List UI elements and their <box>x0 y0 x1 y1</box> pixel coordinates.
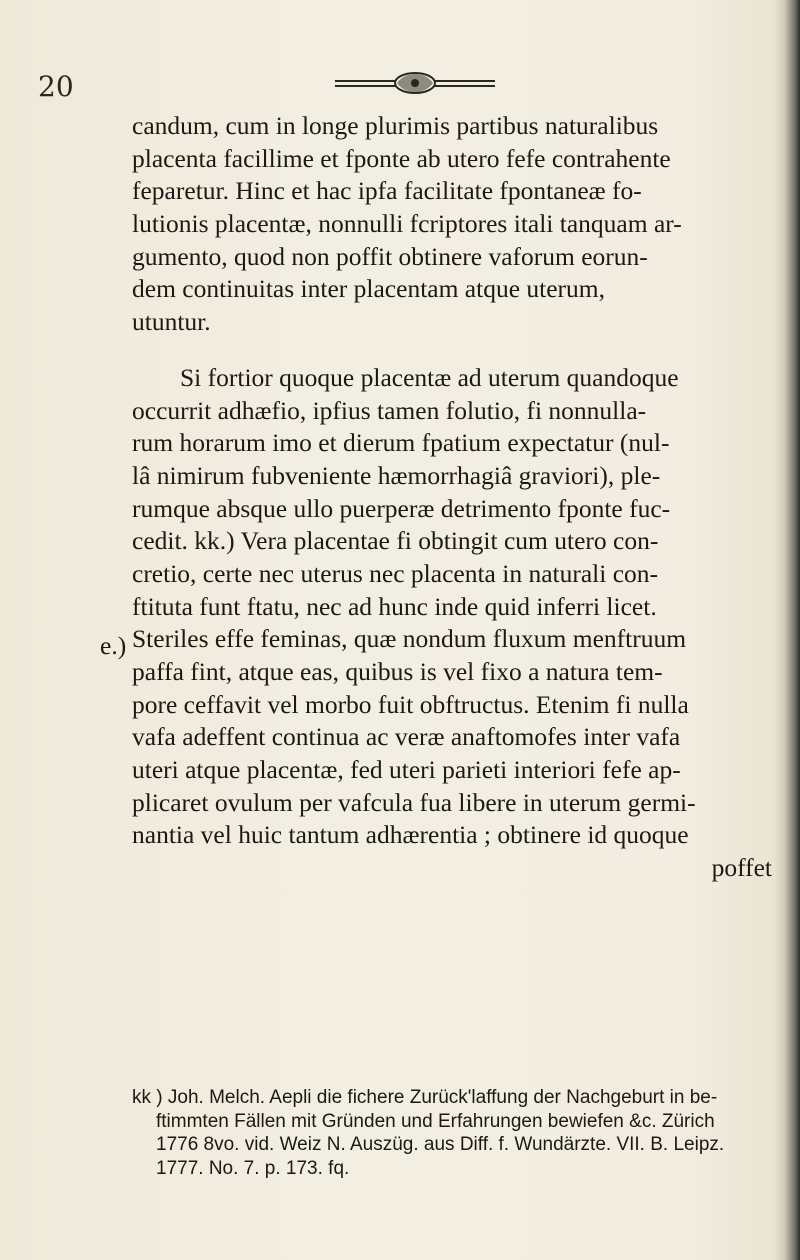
paragraph-2 <box>132 362 772 624</box>
text-line: utuntur. <box>132 307 211 337</box>
footnote-line: kk ) Joh. Melch. Aepli die fichere Zurück'laffung der Nachgeburt in be- <box>132 1087 718 1108</box>
text-line: rum horarum imo et dierum fpatium expectatur (nul- <box>132 428 670 458</box>
text-line: ftituta funt ftatu, nec ad hunc inde quid inferri licet. <box>132 591 657 621</box>
text-line: lâ nimirum fubveniente hæmorrhagiâ graviori), ple- <box>132 460 661 490</box>
text-line: lutionis placentæ, nonnulli fcriptores itali tanquam ar- <box>132 209 682 239</box>
text-line: gumento, quod non poffit obtinere vaforum eorun- <box>132 241 648 271</box>
text-line: feparetur. Hinc et hac ipfa facilitate fpontaneæ fo- <box>132 176 642 206</box>
footnote <box>132 1086 772 1180</box>
text-line: vafa adeffent continua ac veræ anaftomofes inter vafa <box>132 722 681 752</box>
text-line: placenta facillime et fponte ab utero fefe contrahente <box>132 143 671 173</box>
text-line: Si fortior quoque placentæ ad uterum quandoque <box>180 362 679 392</box>
main-text <box>132 110 772 885</box>
text-line: paffa fint, atque eas, quibus is vel fixo a natura tem- <box>132 657 663 686</box>
footnote-line: ftimmten Fällen mit Gründen und Erfahrungen bewiefen &c. Zürich <box>156 1110 715 1132</box>
text-line: Steriles effe feminas, quæ nondum fluxum menftruum <box>132 624 687 654</box>
section-label: e.) <box>100 631 127 660</box>
text-line: nantia vel huic tantum adhærentia ; obtinere id quoque <box>132 820 689 850</box>
footnote-line: 1777. No. 7. p. 173. fq. <box>156 1157 350 1179</box>
text-line: cedit. kk.) Vera placentae fi obtingit cum utero con- <box>132 526 659 556</box>
text-line: occurrit adhæfio, ipfius tamen folutio, fi nonnulla- <box>132 395 647 425</box>
text-line: plicaret ovulum per vafcula fua libere in uterum germi- <box>132 787 696 817</box>
text-line: uteri atque placentæ, fed uteri parieti interiori fefe ap- <box>132 755 681 785</box>
text-line: candum, cum in longe plurimis partibus naturalibus <box>132 111 659 140</box>
text-line: dem continuitas inter placentam atque uterum, <box>132 274 606 304</box>
ornament-headpiece <box>335 68 495 98</box>
text-line: rumque absque ullo puerperæ detrimento fponte fuc- <box>132 493 671 523</box>
text-line: pore ceffavit vel morbo fuit obftructus. Etenim fi nulla <box>132 689 689 719</box>
paragraph-3 <box>132 623 772 885</box>
text-line: cretio, certe nec uterus nec placenta in naturali con- <box>132 558 659 588</box>
page-number: 20 <box>38 70 74 103</box>
paragraph-1 <box>132 110 772 339</box>
catchword: poffet <box>711 853 772 883</box>
page-edge-shadow <box>774 0 800 1260</box>
footnote-line: 1776 8vo. vid. Weiz N. Auszüg. aus Diff. f. Wundärzte. VII. B. Leipz. <box>156 1134 725 1155</box>
